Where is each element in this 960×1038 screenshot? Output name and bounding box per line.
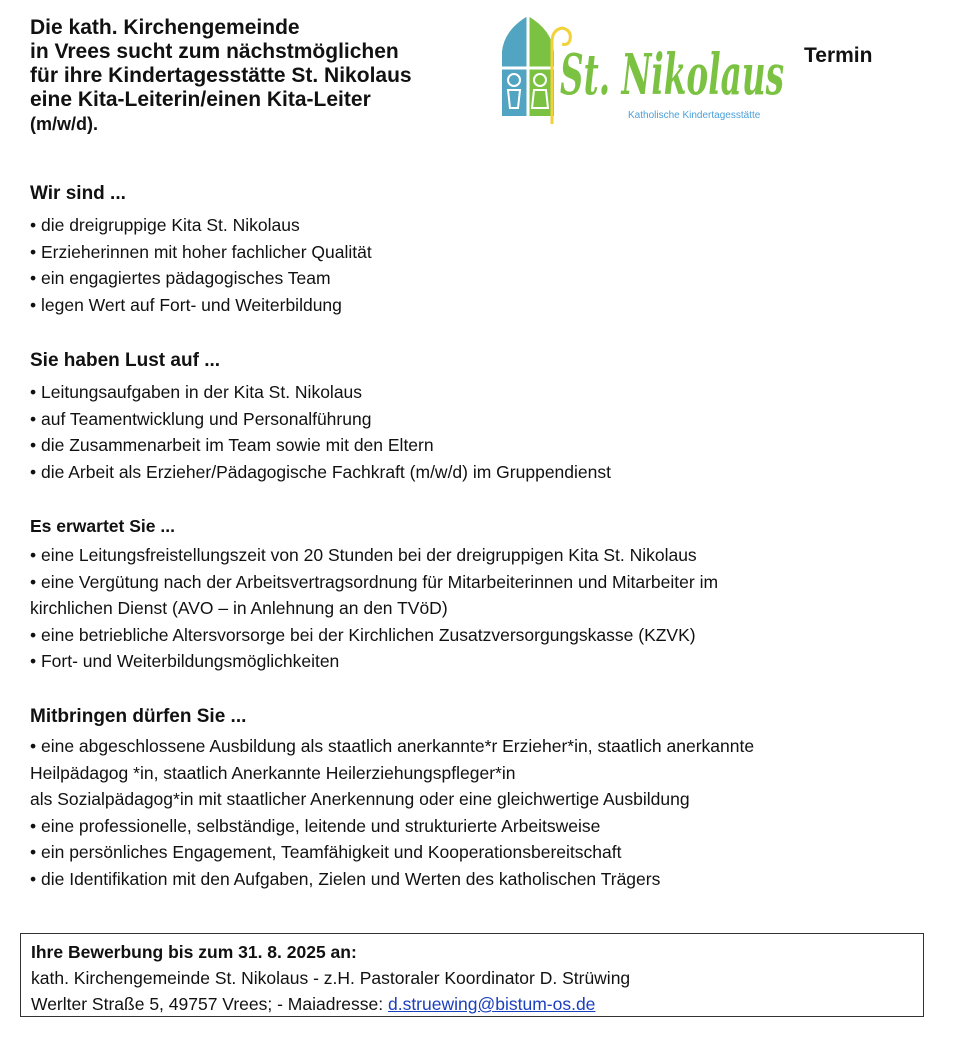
section-sie-haben-lust	[30, 349, 930, 485]
section-heading: Es erwartet Sie ...	[30, 516, 175, 536]
list-item: • eine professionelle, selbständige, leitende und strukturierte Arbeitsweise	[30, 815, 601, 836]
bullet-list	[30, 733, 930, 892]
termin-label: Termin	[804, 44, 873, 67]
list-item: • Leitungsaufgaben in der Kita St. Nikolaus	[30, 382, 363, 402]
job-title-block	[30, 16, 500, 136]
application-address-line: kath. Kirchengemeinde St. Nikolaus - z.H. Pastoraler Koordinator D. Strüwing	[31, 968, 631, 988]
list-item: • eine Leitungsfreistellungszeit von 20 Stunden bei der dreigruppigen Kita St. Nikolaus	[30, 545, 697, 565]
title-line: eine Kita-Leiterin/einen Kita-Leiter	[30, 88, 371, 111]
list-item: • die Identifikation mit den Aufgaben, Zielen und Werten des katholischen Trägers	[30, 868, 661, 889]
address-text: Werlter Straße 5, 49757 Vrees; - Maiadresse:	[31, 994, 388, 1014]
application-box	[20, 933, 924, 1017]
section-heading: Sie haben Lust auf ...	[30, 350, 221, 371]
list-item: • Erzieherinnen mit hoher fachlicher Qualität	[30, 241, 372, 262]
list-item: • ein engagiertes pädagogisches Team	[30, 268, 331, 288]
list-item: • auf Teamentwicklung und Personalführung	[30, 408, 372, 429]
section-es-erwartet-sie	[30, 514, 930, 675]
section-wir-sind	[30, 182, 930, 318]
logo-subtitle: Katholische Kindertagesstätte	[628, 110, 761, 121]
application-contact-line	[31, 991, 913, 1017]
title-line: Die kath. Kirchengemeinde	[30, 16, 300, 39]
list-item: • eine betriebliche Altersvorsorge bei der Kirchlichen Zusatzversorgungskasse (KZVK)	[30, 624, 696, 645]
logo-graphic	[494, 12, 794, 132]
list-item: • Fort- und Weiterbildungsmöglichkeiten	[30, 651, 340, 671]
section-mitbringen	[30, 705, 930, 892]
st-nikolaus-logo	[494, 12, 794, 132]
list-item: Heilpädagog *in, staatlich Anerkannte Heilerziehungspfleger*in	[30, 762, 516, 783]
list-item: kirchlichen Dienst (AVO – in Anlehnung an den TVöD)	[30, 598, 448, 618]
list-item: • eine Vergütung nach der Arbeitsvertragsordnung für Mitarbeiterinnen und Mitarbeiter im	[30, 571, 719, 592]
list-item: • eine abgeschlossene Ausbildung als staatlich anerkannte*r Erzieher*in, staatlich anerkannte	[30, 736, 755, 756]
logo-name: St. Nikolaus	[560, 42, 784, 108]
list-item: • legen Wert auf Fort- und Weiterbildung	[30, 294, 342, 315]
list-item: • die dreigruppige Kita St. Nikolaus	[30, 215, 300, 235]
list-item: als Sozialpädagog*in mit staatlicher Anerkennung oder eine gleichwertige Ausbildung	[30, 789, 690, 809]
list-item: • ein persönliches Engagement, Teamfähigkeit und Kooperationsbereitschaft	[30, 842, 622, 862]
title-line: (m/w/d).	[30, 114, 98, 134]
bullet-list	[30, 212, 930, 318]
section-heading: Mitbringen dürfen Sie ...	[30, 706, 247, 727]
email-link[interactable]: d.struewing@bistum-os.de	[387, 994, 596, 1014]
section-heading: Wir sind ...	[30, 183, 126, 204]
list-item: • die Zusammenarbeit im Team sowie mit den Eltern	[30, 435, 434, 455]
application-heading: Ihre Bewerbung bis zum 31. 8. 2025 an:	[31, 942, 357, 962]
title-line: für ihre Kindertagesstätte St. Nikolaus	[30, 64, 412, 87]
bullet-list	[30, 542, 930, 675]
title-line: in Vrees sucht zum nächstmöglichen	[30, 40, 399, 63]
bullet-list	[30, 379, 930, 485]
list-item: • die Arbeit als Erzieher/Pädagogische Fachkraft (m/w/d) im Gruppendienst	[30, 461, 611, 482]
